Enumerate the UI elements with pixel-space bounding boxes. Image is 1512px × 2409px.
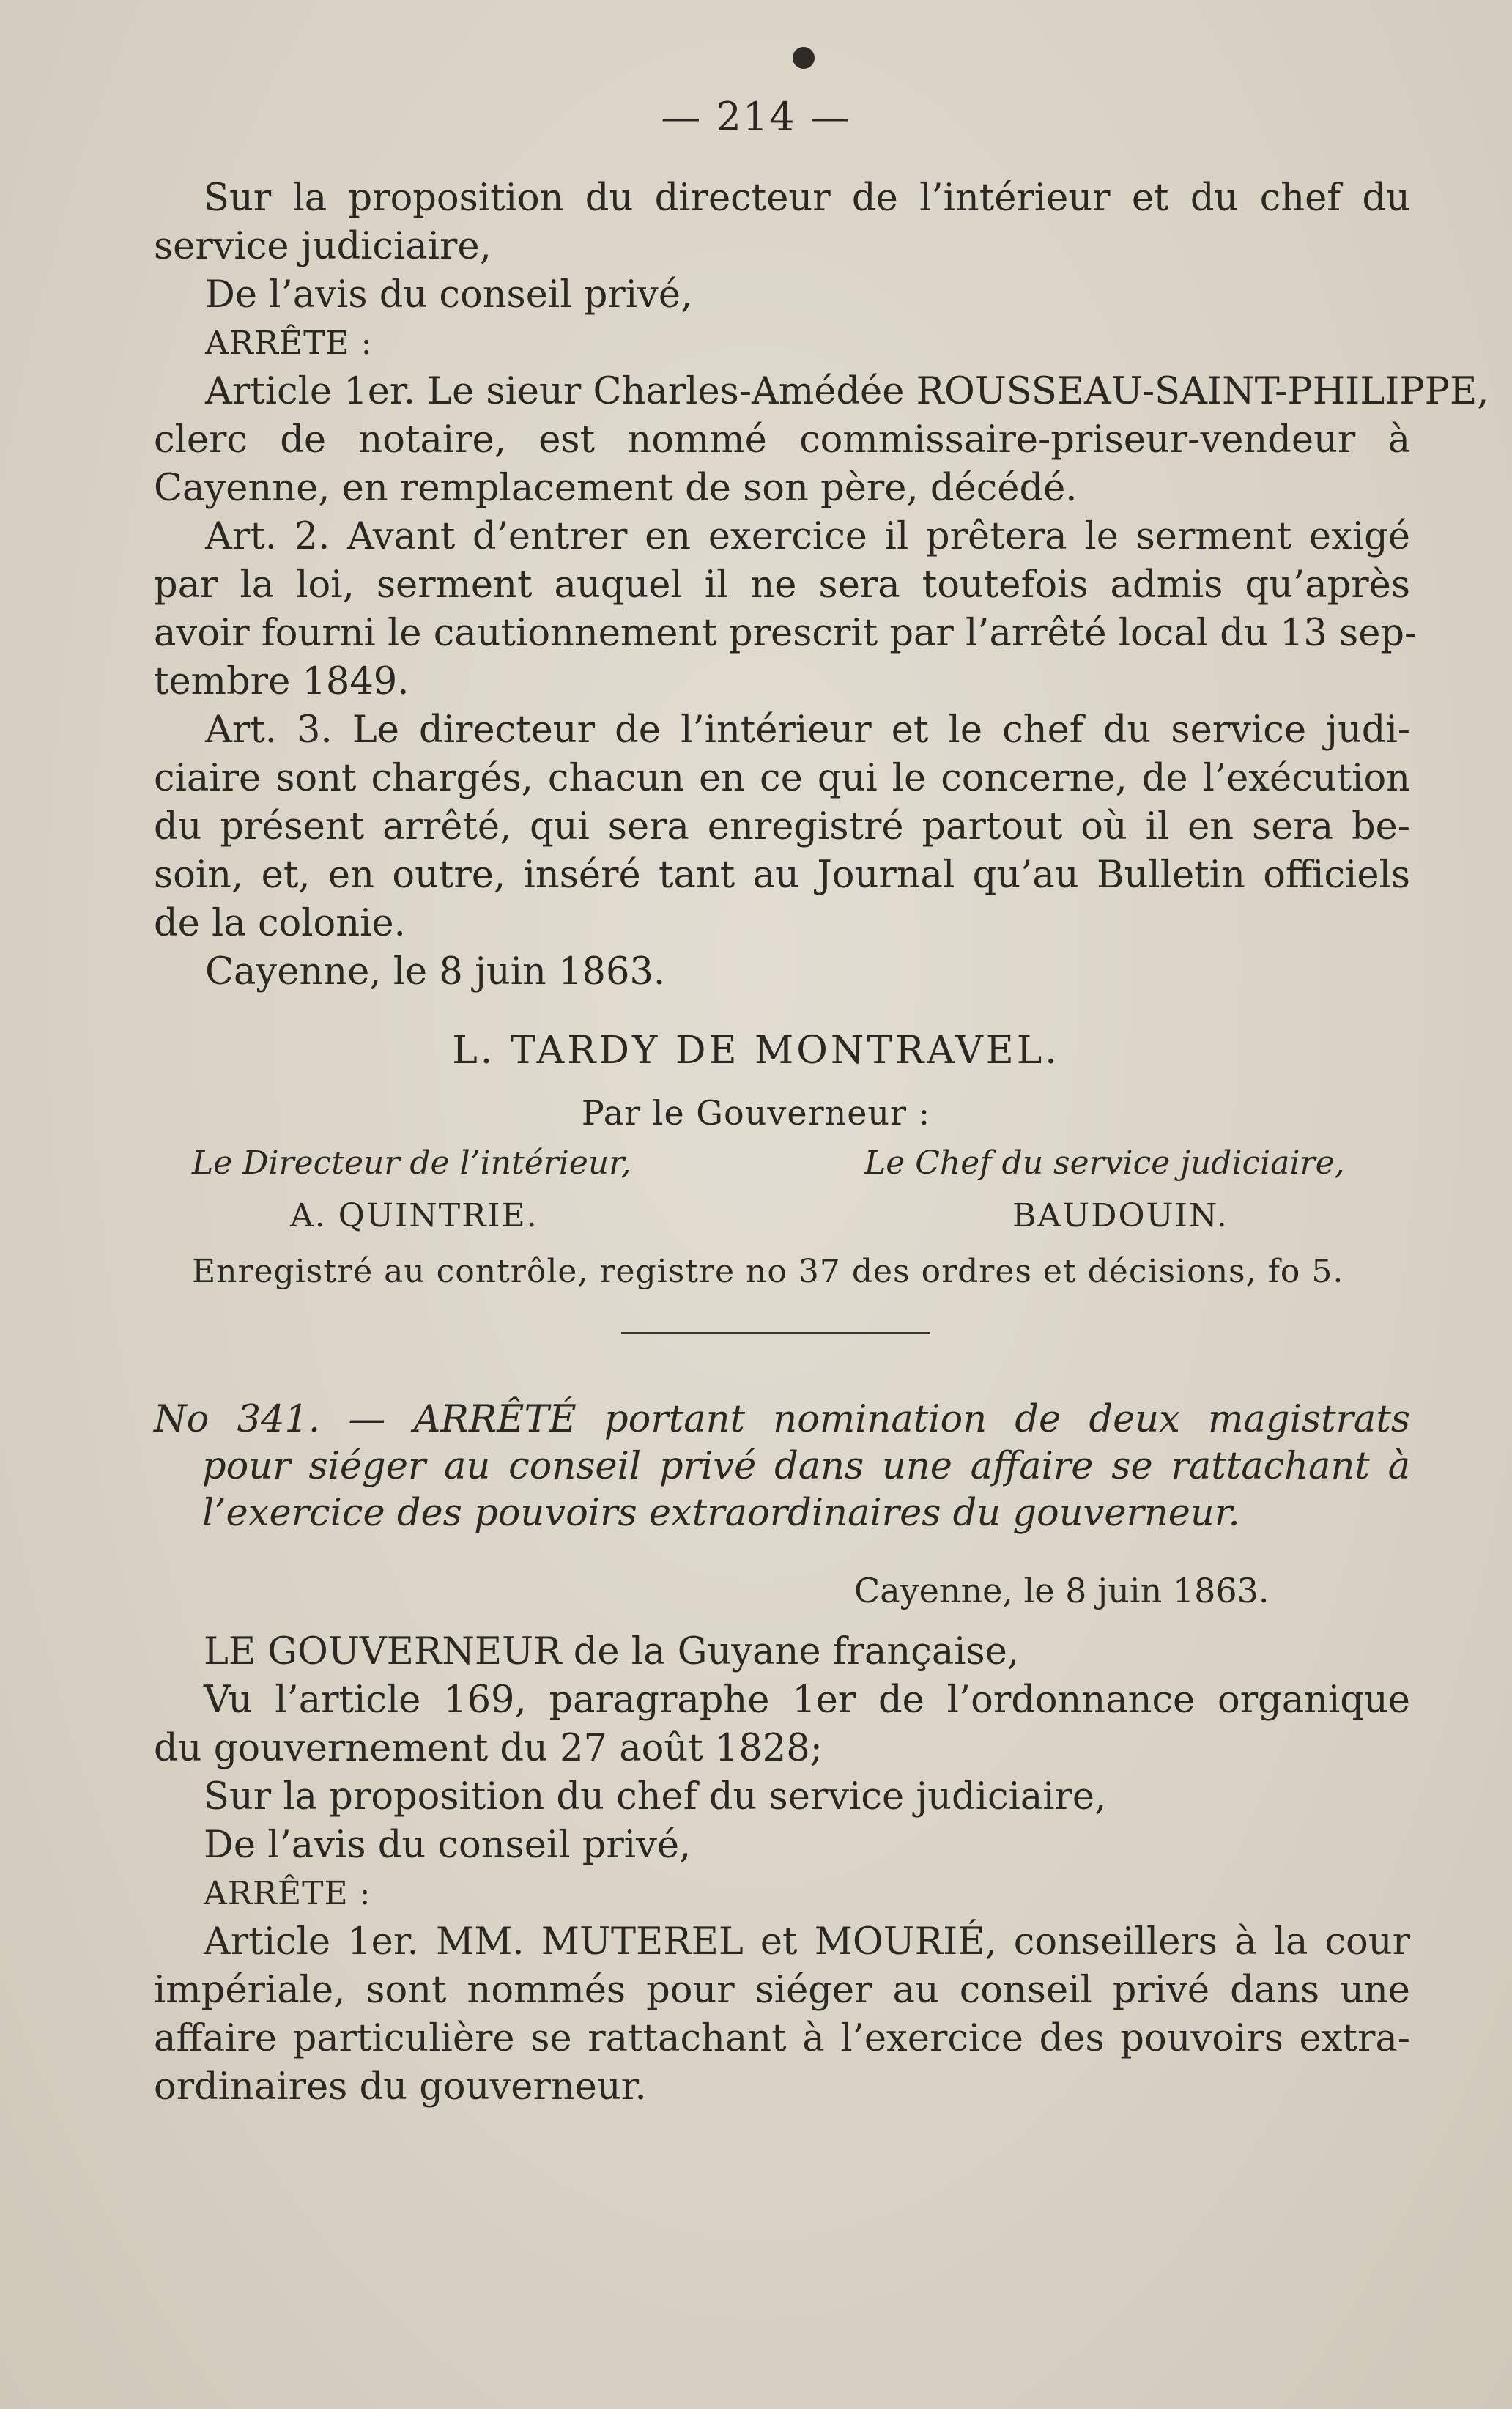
- arrete-341-date: Cayenne, le 8 juin 1863.: [854, 1571, 1270, 1610]
- text-line: soin, et, en outre, inséré tant au Journal qu’au Bulletin officiels: [154, 854, 1410, 897]
- text-line: tembre 1849.: [154, 660, 410, 703]
- text-line: impériale, sont nommés pour siéger au conseil privé dans une: [154, 1969, 1410, 2012]
- page-number: — 214 —: [661, 94, 851, 140]
- title-line: No 341. — ARRÊTÉ portant nomination de deux magistrats: [154, 1398, 1410, 1441]
- governor-signature: L. TARDY DE MONTRAVEL.: [452, 1029, 1060, 1073]
- title-line: l’exercice des pouvoirs extraordinaires du gouverneur.: [202, 1492, 1240, 1535]
- arrete-heading: ARRÊTE :: [205, 325, 373, 362]
- text-line: clerc de notaire, est nommé commissaire-priseur-vendeur à: [154, 418, 1410, 462]
- text-line: Article 1er. MM. MUTEREL et MOURIÉ, conseillers à la cour: [204, 1920, 1410, 1964]
- ink-dot-icon: [793, 47, 815, 69]
- text-line: service judiciaire,: [154, 225, 492, 268]
- text-line: Article 1er. Le sieur Charles-Amédée ROUSSEAU-SAINT-PHILIPPE,: [205, 370, 1489, 413]
- text-line: du gouvernement du 27 août 1828;: [154, 1727, 823, 1770]
- signatory-left-title: Le Directeur de l’intérieur,: [192, 1144, 631, 1182]
- arrete-heading: ARRÊTE :: [204, 1875, 371, 1912]
- text-line: de la colonie.: [154, 902, 406, 945]
- par-le-gouverneur: Par le Gouverneur :: [581, 1093, 931, 1133]
- section-divider: [621, 1332, 930, 1334]
- text-line: ordinaires du gouverneur.: [154, 2065, 647, 2109]
- text-line: Vu l’article 169, paragraphe 1er de l’ordonnance organique: [204, 1679, 1410, 1722]
- text-line: par la loi, serment auquel il ne sera toutefois admis qu’après: [154, 563, 1410, 607]
- text-line: LE GOUVERNEUR de la Guyane française,: [204, 1630, 1020, 1673]
- title-line: pour siéger au conseil privé dans une affaire se rattachant à: [202, 1445, 1410, 1488]
- signatory-right-title: Le Chef du service judiciaire,: [864, 1144, 1345, 1182]
- arrete-341-title: [154, 1396, 1410, 1537]
- arrete-341-body: [154, 1628, 1410, 2112]
- text-line: Sur la proposition du chef du service judiciaire,: [204, 1775, 1107, 1818]
- text-line: De l’avis du conseil privé,: [205, 273, 693, 317]
- signatory-right-name: BAUDOUIN.: [1012, 1197, 1228, 1235]
- text-line: ciaire sont chargés, chacun en ce qui le concerne, de l’exécution: [154, 757, 1410, 800]
- text-line: Sur la proposition du directeur de l’intérieur et du chef du: [204, 177, 1410, 220]
- text-line: Cayenne, en remplacement de son père, décédé.: [154, 467, 1078, 510]
- text-line: du présent arrêté, qui sera enregistré partout où il en sera be-: [154, 805, 1410, 848]
- text-line: Art. 3. Le directeur de l’intérieur et le chef du service judi-: [205, 708, 1410, 752]
- signatory-left-name: A. QUINTRIE.: [290, 1197, 538, 1235]
- place-date: Cayenne, le 8 juin 1863.: [205, 950, 666, 993]
- registration-note: Enregistré au contrôle, registre no 37 des ordres et décisions, fo 5.: [192, 1253, 1344, 1290]
- arrete-continuation: [154, 174, 1489, 996]
- text-line: Art. 2. Avant d’entrer en exercice il prêtera le serment exigé: [205, 515, 1410, 558]
- text-line: De l’avis du conseil privé,: [204, 1824, 692, 1867]
- text-line: avoir fourni le cautionnement prescrit par l’arrêté local du 13 sep-: [154, 612, 1418, 655]
- text-line: affaire particulière se rattachant à l’exercice des pouvoirs extra-: [154, 2017, 1410, 2060]
